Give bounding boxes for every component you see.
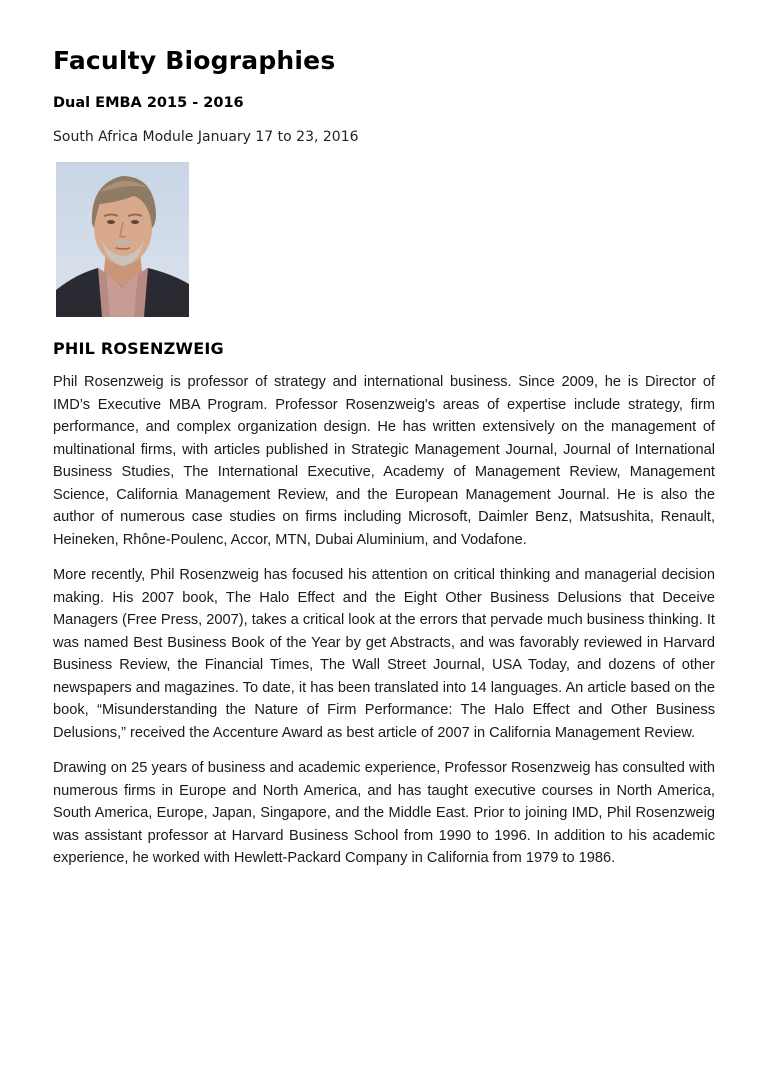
bio-paragraph: Phil Rosenzweig is professor of strategy and international business. Since 2009, he is Director of IMD’s Executive MBA Program. Professor Rosenzweig's areas of expertise include strategy, firm performance, and complex organization design. He has written extensively on the management of multinational firms, with articles published in Strategic Management Journal, Journal of International Business Studies, The International Executive, Academy of Management Review, Management Science, California Management Review, and the European Management Journal. He is also the author of numerous case studies on firms including Microsoft, Daimler Benz, Matsushita, Renault, Heineken, Rhône-Poulenc, Accor, MTN, Dubai Aluminium, and Vodafone. <box>53 374 715 548</box>
module-dates: South Africa Module January 17 to 23, 2016 <box>53 129 359 145</box>
bio-paragraph: Drawing on 25 years of business and academic experience, Professor Rosenzweig has consulted with numerous firms in Europe and North America, and has taught executive courses in North America, South America, Europe, Japan, Singapore, and the Middle East. Prior to joining IMD, Phil Rosenzweig was assistant professor at Harvard Business School from 1990 to 1996. In addition to his academic experience, he worked with Hewlett-Packard Company in California from 1979 to 1986. <box>53 760 715 866</box>
page-title: Faculty Biographies <box>53 46 336 75</box>
faculty-photo <box>56 162 189 317</box>
faculty-name: PHIL ROSENZWEIG <box>53 339 224 358</box>
program-subtitle: Dual EMBA 2015 - 2016 <box>53 95 244 111</box>
bio-paragraph: More recently, Phil Rosenzweig has focused his attention on critical thinking and managerial decision making. His 2007 book, The Halo Effect and the Eight Other Business Delusions that Deceive Managers (Free Press, 2007), takes a critical look at the errors that pervade much business thinking. It was named Best Business Book of the Year by get Abstracts, and was favorably reviewed in Harvard Business Review, the Financial Times, The Wall Street Journal, USA Today, and dozens of other newspapers and magazines. To date, it has been translated into 14 languages. An article based on the book, “Misunderstanding the Nature of Firm Performance: The Halo Effect and Other Business Delusions,” received the Accenture Award as best article of 2007 in California Management Review. <box>53 567 715 741</box>
faculty-bio <box>53 371 715 883</box>
